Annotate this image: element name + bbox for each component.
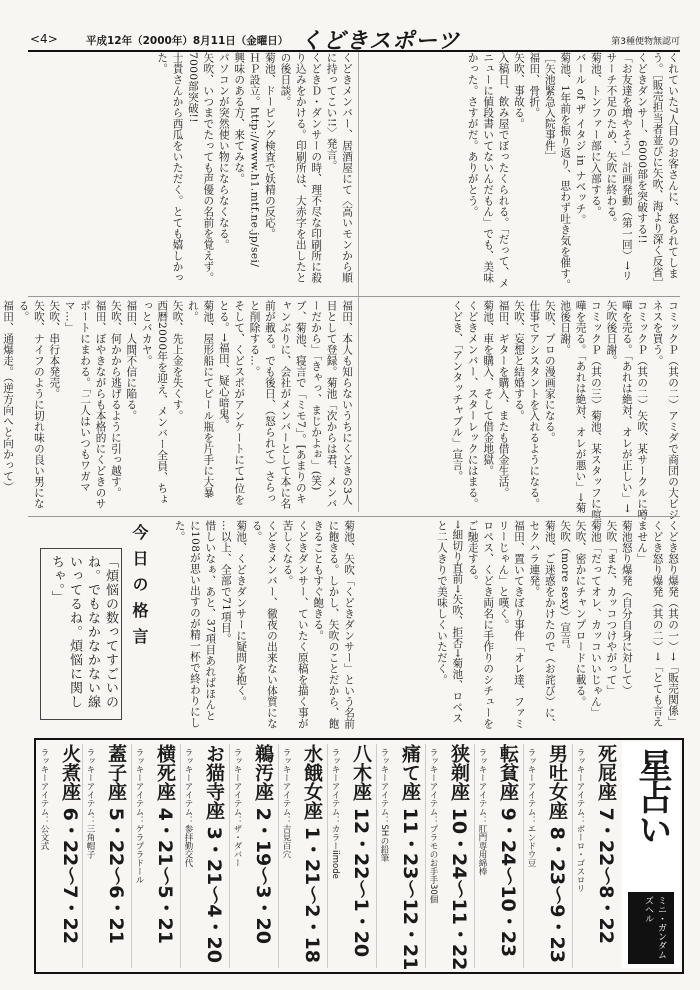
sign-lucky-item: ラッキーアイテム：ゲラプラドール: [134, 748, 144, 884]
sign-name: お猫寺座 3・21〜4・20: [203, 744, 225, 963]
sign-8: [229, 744, 277, 968]
article-middle-lower: 菊池、矢吹「くどきダンサー」という名前に飽きる。しかし、矢吹のことだから、飽きることもすぐ飽きる。 くどきダンサー、ていたく原稿を描く事が苦しくなる。 くどきメンバー、徹夜の出来ない体質になる。 菊池、くどきダンサーに疑問を抱く。 …以上、全部で71項目。 惜しいなぁ、あと、37項目あればほんとに108が思い出すのが精一杯で終わりにした。: [173, 520, 355, 729]
fortune-subtitle-badge: [628, 892, 674, 964]
motto-title: 今日の格言: [130, 524, 149, 654]
issue-date: 平成12年（2000年）8月11日（金曜日）: [86, 35, 289, 47]
sign-name: 横死座 4・21〜5・21: [154, 744, 176, 944]
newspaper-brand: くどきスポーツ: [300, 29, 461, 54]
sign-name: 八木座 12・22〜1・20: [350, 744, 372, 958]
sign-name: 蓋子座 5・22〜6・21: [105, 744, 127, 944]
registration-note: 第3種便物無認可: [611, 37, 680, 47]
page-number: <4>: [30, 32, 58, 46]
sign-lucky-item: ラッキーアイテム：ボーロ・ゴスロリ: [575, 748, 585, 893]
article-left-middle: 福田、本人も知らないうちにくどきの3人目として登録。菊池「次からは君、メンバーだから」「きゃっ、まじかよぉ」(笑) ブ、菊池、寝言で「ミモ7」。[あまりのキャンぶりに、会社がメンバーとして本に名前が載る。でも後日、（怒られて）さらっと削除する…。 そして、くどスポがアンケートにて1位をとる。→福田、疑心暗鬼。 菊池、屋形船にてビール瓶を片手に大暴れ。 矢吹、先上金を失くす。 西暦2000年を迎え、メンバー全員、ちょっとバカヤ。 福田、人間不信に陥る。 矢吹、何かから逃げるように引っ越す。 福田、ぼやきながらも本格的にくどきのサポートにまわる。「二人はいつもワガママ…」 矢吹、串行本発売。 矢吹、ナイフのように切れ味の良い男になる。 福田、通爆走。（逆方向へと向かって）: [2, 300, 353, 509]
motto-box: [40, 548, 122, 720]
sign-lucky-item: ラッキーアイテム：三角帽子: [85, 748, 95, 859]
sign-lucky-item: ラッキーアイテム：SHの鉛筆: [379, 748, 389, 862]
sign-name: 転貧座 9・24〜10・23: [497, 744, 519, 958]
sign-lucky-item: ラッキーアイテム：エンドウ豆: [526, 748, 536, 867]
sign-name: 痛て座 11・23〜12・21: [399, 744, 421, 971]
column-divider: [358, 52, 359, 512]
sign-2: [523, 744, 571, 968]
sign-1: [572, 744, 620, 968]
sign-lucky-item: ラッキーアイテム：カラーiimode: [330, 748, 340, 879]
sign-name: 狭剃座 10・24〜11・22: [448, 744, 470, 971]
sign-name: 死屁座 7・22〜8・22: [595, 744, 617, 944]
sign-9: [180, 744, 228, 968]
article-right-middle: コミックＰ（其の二）アミダで商団の大ビジネスを買う。 コミックＰ（其の二）矢吹、某サークルに噂嘩を売る。「あれは絶対、オレが正しい」→矢吹後日謝。 コミックＰ（其の三）菊池、某スタッフに喧嘩を売る。「あれは絶対、オレが悪い」→菊池後日謝。 矢吹、プロの漫画家になる。 仕事でアシスタントを入れるようになる。 矢吹、妄想と結婚する。 福田、ギターを購入、またも借金生活。 菊池、車を購入、そして借金地獄。 くどきメンバー、スターレックにはまる。 くどき、「アンタッチャブル」宣言。: [451, 300, 679, 520]
sign-lucky-item: ラッキーアイテム：プラモのお手手30個: [428, 748, 438, 904]
fortune-subtitle: ミニ・ガンダムズヘル: [643, 896, 666, 959]
article-right-upper: くれていた7人目のお客さんに、怒られてしまう。［販売担当者並びに矢吹、海より深く反省］ くどきダンサー、6000部を突破する!! 「お友達を増やそう」計画発動（第一回）→リサーチ不足のため、矢吹に終わる。 菊池、トンファー部に入部する。 バール of ザ イタジ in ナベッチ。 菊池、1年前を振り返り、思わず吐き気を催す。［矢池緊急入院事件］ 福田、骨折。 矢吹、事故る。 入稿日、飲み屋でぼったくられる。「だって、メニューに値段書いてないんだもん」でも、美味かった。さすがだ。ありがとう。: [466, 52, 679, 291]
page-header: [28, 29, 680, 54]
sign-name: 火煮座 6・22〜7・22: [59, 744, 81, 944]
star-fortune-box: [34, 738, 684, 974]
fortune-header: [622, 742, 680, 968]
motto-text: 「煩悩の数ってすごいのね。でもなかなかない線いってるね。煩悩に関しちゃ。」: [49, 555, 118, 709]
sign-6: [327, 744, 375, 968]
sign-4: [425, 744, 473, 971]
sign-5: [376, 744, 424, 971]
sign-10: [131, 744, 179, 968]
sign-lucky-item: ラッキーアイテム：吉見百穴: [281, 748, 291, 859]
sign-3: [474, 744, 522, 968]
sign-11: [82, 744, 130, 968]
sign-lucky-item: ラッキーアイテム：参拝勤交代: [183, 748, 193, 867]
sign-7: [278, 744, 326, 968]
article-left-upper: くどきメンバー、居酒屋にて〈高いモンから順に持ってこい!!〉発言。 くどきＤ・ダンサーの時、理不尽な印刷所に殺り込みをかける。印刷所は、大赤字を出したとの後日談。 菊池、ドーピング検査で妖精の反応。 ＨＰ設立。http://www.h1.mtf.ne.jp/sei/ 興味のある方、来てみな。 パソコンが突然使い物にならなくなる。 矢吹、いつまでたっても声優の名前を覚えず。 7000部突破!! 士貴さんから西瓜をいただく。とても嬉しかった。: [156, 52, 353, 283]
fortune-title: 星占い: [632, 748, 672, 844]
sign-name: 男吐女座 8・23〜9・23: [546, 744, 568, 963]
sign-lucky-item: ラッキーアイテム：公文式: [39, 748, 49, 850]
sign-name: 鵜汚座 2・19〜3・20: [252, 744, 274, 944]
section-divider-2: [28, 516, 680, 517]
sign-lucky-item: ラッキーアイテム：肛門専用綿棒: [477, 748, 487, 876]
sign-12: [37, 744, 84, 968]
sign-name: 水餓女座 1・21〜2・18: [301, 744, 323, 963]
sign-lucky-item: ラッキーアイテム：ザ・ダバー: [232, 748, 242, 867]
section-divider: [28, 296, 680, 297]
article-right-lower: くどき怒り爆発（其の一）→「販売関係」 くどき怒り爆発（其の二）→「とても言えません」 菊池怒り爆発（自分自身に対して） 矢吹「また、カッコつけやがって」 菊池「だってオレ、カッコいいじゃん」 矢吹、密かにチャンプロードに載る。 矢吹（more sexy）宣言。 菊池、ご迷惑をかけたので（お詫び）に、セクハラ連発。 福田、置いてきぼり事件「オレ達、ファミリーじゃん」と嘆く。 ロペス、くどき両名に手作りのシチューをご馳走する。 →細切り直前→矢吹、拒否→菊池、ロペスと二人きりで美味しくいただく。: [435, 520, 679, 729]
